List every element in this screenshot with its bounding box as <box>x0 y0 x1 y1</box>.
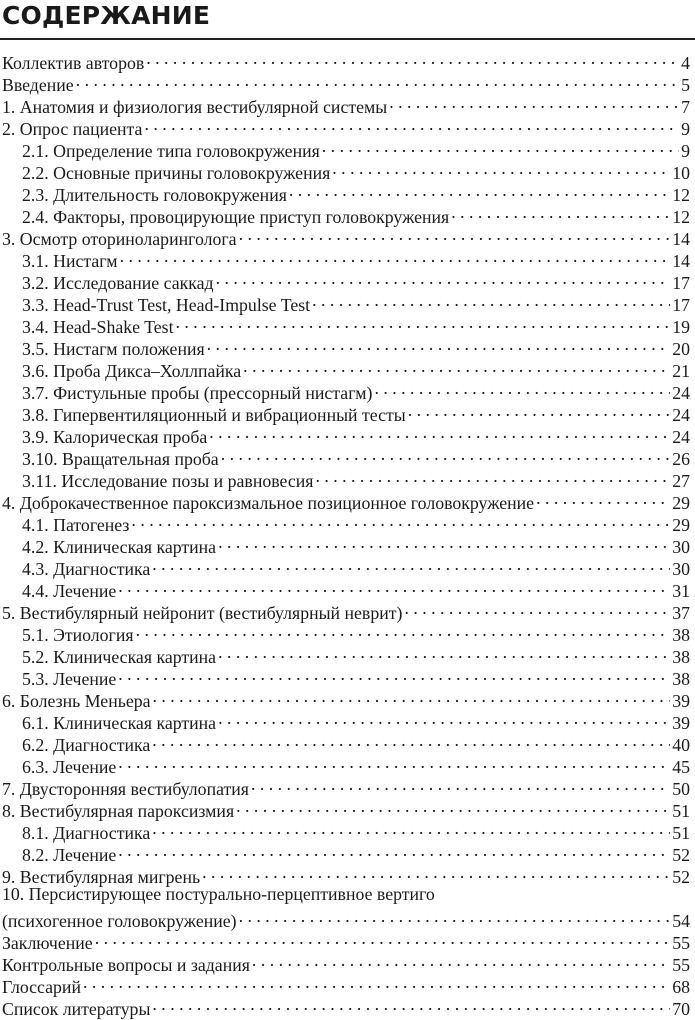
toc-entry[interactable] <box>0 465 690 491</box>
toc-page-number: 38 <box>672 625 690 645</box>
dot-leader <box>315 465 670 487</box>
toc-page-number: 40 <box>672 735 690 755</box>
dot-leader <box>221 443 671 465</box>
toc-entry-label: 2.2. Основные причины головокружения <box>22 163 331 183</box>
dot-leader <box>207 333 671 355</box>
toc-entry-label: 4.2. Клиническая картина <box>22 537 217 557</box>
toc-entry[interactable] <box>0 663 690 689</box>
dot-leader <box>83 971 670 993</box>
toc-entry-label: 9. Вестибулярная мигрень <box>2 867 201 887</box>
toc-entry[interactable] <box>0 619 690 645</box>
dot-leader <box>152 993 670 1015</box>
toc-entry-label: 3.10. Вращательная проба <box>22 449 219 469</box>
toc-entry-label: 4.4. Лечение <box>22 581 117 601</box>
toc-entry[interactable] <box>0 993 690 1019</box>
toc-entry[interactable] <box>0 883 690 931</box>
toc-page-number: 37 <box>672 603 690 623</box>
page-title: СОДЕРЖАНИЕ <box>2 1 211 30</box>
dot-leader <box>218 641 670 663</box>
toc-entry-label: 6.3. Лечение <box>22 757 117 777</box>
toc-entry[interactable] <box>0 597 690 623</box>
toc-entry[interactable] <box>0 949 690 975</box>
toc-entry[interactable] <box>0 509 690 535</box>
dot-leader <box>144 113 679 135</box>
toc-page-number: 9 <box>681 119 690 139</box>
toc-page-number: 54 <box>672 911 690 931</box>
toc-page-number: 51 <box>672 801 690 821</box>
toc-entry-label: Контрольные вопросы и задания <box>2 955 250 975</box>
toc-page-number: 45 <box>672 757 690 777</box>
toc-entry[interactable] <box>0 927 690 953</box>
toc-entry-label: 2.3. Длительность головокружения <box>22 185 287 205</box>
toc-page-number: 68 <box>672 977 690 997</box>
dot-leader <box>118 839 670 861</box>
dot-leader <box>218 707 670 729</box>
dot-leader <box>332 157 670 179</box>
toc-entry-label: 3.2. Исследование саккад <box>22 273 214 293</box>
toc-entry-label: 5.3. Лечение <box>22 669 117 689</box>
toc-entry[interactable] <box>0 685 690 711</box>
title-rule <box>0 38 695 40</box>
dot-leader <box>202 861 670 883</box>
toc-page-number: 55 <box>672 955 690 975</box>
toc-page-number: 51 <box>672 823 690 843</box>
toc-page-number: 52 <box>672 867 690 887</box>
dot-leader <box>289 179 670 201</box>
toc-entry[interactable] <box>0 575 690 601</box>
toc-page-number: 21 <box>672 361 690 381</box>
toc-entry[interactable] <box>0 135 690 161</box>
dot-leader <box>389 91 679 113</box>
dot-leader <box>218 531 670 553</box>
toc-entry-label: 8.1. Диагностика <box>22 823 151 843</box>
toc-page-number: 12 <box>672 185 690 205</box>
toc-entry-label: 5. Вестибулярный нейронит (вестибулярный неврит) <box>2 603 403 623</box>
toc-page-number: 9 <box>681 141 690 161</box>
dot-leader <box>118 663 670 685</box>
toc-entry-label: 8.2. Лечение <box>22 845 117 865</box>
dot-leader <box>118 575 670 597</box>
toc-entry-label: 3.4. Head-Shake Test <box>22 317 174 337</box>
toc-page-number: 10 <box>672 163 690 183</box>
toc-page-number: 39 <box>672 713 690 733</box>
dot-leader <box>153 685 671 707</box>
toc-entry[interactable] <box>0 487 690 513</box>
dot-leader <box>152 729 670 751</box>
dot-leader <box>95 927 671 949</box>
toc-entry[interactable] <box>0 377 690 403</box>
toc-entry-label: Коллектив авторов <box>2 53 145 73</box>
toc-page-number: 30 <box>672 537 690 557</box>
toc-entry[interactable] <box>0 641 690 667</box>
toc-entry[interactable] <box>0 69 690 95</box>
toc-page-number: 30 <box>672 559 690 579</box>
toc-entry-label: Заключение <box>2 933 93 953</box>
dot-leader <box>136 619 671 641</box>
dot-leader <box>252 949 670 971</box>
toc-entry[interactable] <box>0 773 690 799</box>
toc-page-number: 5 <box>681 75 690 95</box>
dot-leader <box>239 905 671 927</box>
toc-entry[interactable] <box>0 861 690 887</box>
toc-entry-label: 8. Вестибулярная пароксизмия <box>2 801 235 821</box>
dot-leader <box>209 421 670 443</box>
toc-entry-label: 4.3. Диагностика <box>22 559 151 579</box>
toc-entry-label: 3.3. Head-Trust Test, Head-Impulse Test <box>22 295 311 315</box>
toc-entry[interactable] <box>0 839 690 865</box>
toc-page-number: 24 <box>672 405 690 425</box>
toc-entry-label: 3.5. Нистагм положения <box>22 339 205 359</box>
toc-entry[interactable] <box>0 817 690 843</box>
toc-page-number: 14 <box>672 229 690 249</box>
toc-entry-label: Список литературы <box>2 999 151 1019</box>
toc-entry-label: 2.1. Определение типа головокружения <box>22 141 320 161</box>
toc-page-number: 17 <box>672 273 690 293</box>
dot-leader <box>146 47 679 69</box>
toc-entry[interactable] <box>0 707 690 733</box>
toc-page-number: 19 <box>672 317 690 337</box>
dot-leader <box>239 223 671 245</box>
toc-entry-label: 5.2. Клиническая картина <box>22 647 217 667</box>
dot-leader <box>176 311 671 333</box>
toc-entry-label: 3.1. Нистагм <box>22 251 118 271</box>
toc-page-number: 38 <box>672 669 690 689</box>
dot-leader <box>152 817 670 839</box>
toc-page-number: 7 <box>681 97 690 117</box>
toc-page-number: 27 <box>672 471 690 491</box>
toc-entry-label: 3.7. Фистульные пробы (прессорный нистагм) <box>22 383 373 403</box>
toc-entry[interactable] <box>0 795 690 821</box>
toc-entry-label: Глоссарий <box>2 977 81 997</box>
toc-entry[interactable] <box>0 421 690 447</box>
toc-entry[interactable] <box>0 729 690 755</box>
toc-entry[interactable] <box>0 223 690 249</box>
toc-entry[interactable] <box>0 971 690 997</box>
toc-page-number: 50 <box>672 779 690 799</box>
toc-entry-label: 6. Болезнь Меньера <box>2 691 151 711</box>
dot-leader <box>312 289 670 311</box>
toc-entry-label: 3. Осмотр оториноларинголога <box>2 229 237 249</box>
toc-entry[interactable] <box>0 531 690 557</box>
dot-leader <box>536 487 670 509</box>
toc-page-number: 55 <box>672 933 690 953</box>
toc-page-number: 4 <box>681 53 690 73</box>
toc-entry-label: 3.6. Проба Дикса–Холлпайка <box>22 361 242 381</box>
toc-page-number: 31 <box>672 581 690 601</box>
dot-leader <box>76 69 679 91</box>
toc-page-number: 12 <box>672 207 690 227</box>
toc-entry[interactable] <box>0 157 690 183</box>
toc-entry-label: 3.8. Гипервентиляционный и вибрационный тесты <box>22 405 406 425</box>
toc-page-number: 20 <box>672 339 690 359</box>
toc-entry[interactable] <box>0 751 690 777</box>
dot-leader <box>120 245 671 267</box>
toc-page-number: 52 <box>672 845 690 865</box>
dot-leader <box>152 553 670 575</box>
toc-entry-label: 4. Доброкачественное пароксизмальное позиционное головокружение <box>2 493 535 513</box>
toc-page-number: 38 <box>672 647 690 667</box>
dot-leader <box>118 751 670 773</box>
toc-entry-label: 4.1. Патогенез <box>22 515 130 535</box>
toc-page-number: 29 <box>672 493 690 513</box>
toc-entry-label: 1. Анатомия и физиология вестибулярной системы <box>2 97 388 117</box>
toc-entry[interactable] <box>0 113 690 139</box>
toc-entry-label: 3.11. Исследование позы и равновесия <box>22 471 314 491</box>
toc-entry-row <box>0 993 690 1020</box>
dot-leader <box>216 267 671 289</box>
dot-leader <box>404 597 670 619</box>
toc-page-number: 17 <box>672 295 690 315</box>
toc-entry[interactable] <box>0 333 690 359</box>
toc-entry[interactable] <box>0 91 690 117</box>
toc-page-number: 24 <box>672 383 690 403</box>
toc-entry[interactable] <box>0 553 690 579</box>
dot-leader <box>236 795 670 817</box>
toc-page-number: 24 <box>672 427 690 447</box>
toc-entry[interactable] <box>0 443 690 469</box>
dot-leader <box>408 399 671 421</box>
toc-entry-label: 2.4. Факторы, провоцирующие приступ головокружения <box>22 207 450 227</box>
toc-entry-label: 7. Двусторонняя вестибулопатия <box>2 779 249 799</box>
toc-entry[interactable] <box>0 201 690 227</box>
toc-page-number: 14 <box>672 251 690 271</box>
toc-entry[interactable] <box>0 267 690 293</box>
dot-leader <box>131 509 670 531</box>
toc-entry[interactable] <box>0 179 690 205</box>
toc-entry[interactable] <box>0 47 690 73</box>
toc-entry-label: 6.1. Клиническая картина <box>22 713 217 733</box>
toc-entry[interactable] <box>0 245 690 271</box>
toc-entry[interactable] <box>0 355 690 381</box>
toc-entry-label: (психогенное головокружение) <box>2 911 237 931</box>
toc-list <box>0 47 690 1019</box>
toc-entry-label: 3.9. Калорическая проба <box>22 427 208 447</box>
toc-entry-label: 6.2. Диагностика <box>22 735 151 755</box>
toc-entry-label: Введение <box>2 75 74 95</box>
toc-entry-label: 2. Опрос пациента <box>2 119 143 139</box>
dot-leader <box>251 773 670 795</box>
toc-entry[interactable] <box>0 399 690 425</box>
toc-page-number: 26 <box>672 449 690 469</box>
toc-entry-label: 5.1. Этиология <box>22 625 134 645</box>
toc-entry[interactable] <box>0 311 690 337</box>
toc-page-number: 70 <box>672 999 690 1019</box>
dot-leader <box>374 377 670 399</box>
toc-page-number: 29 <box>672 515 690 535</box>
dot-leader <box>451 201 670 223</box>
toc-page-number: 39 <box>672 691 690 711</box>
toc-entry-label-line1: 10. Персистирующее постурально-перцептивное вертиго <box>2 884 435 904</box>
dot-leader <box>322 135 679 157</box>
dot-leader <box>243 355 670 377</box>
toc-entry[interactable] <box>0 289 690 315</box>
